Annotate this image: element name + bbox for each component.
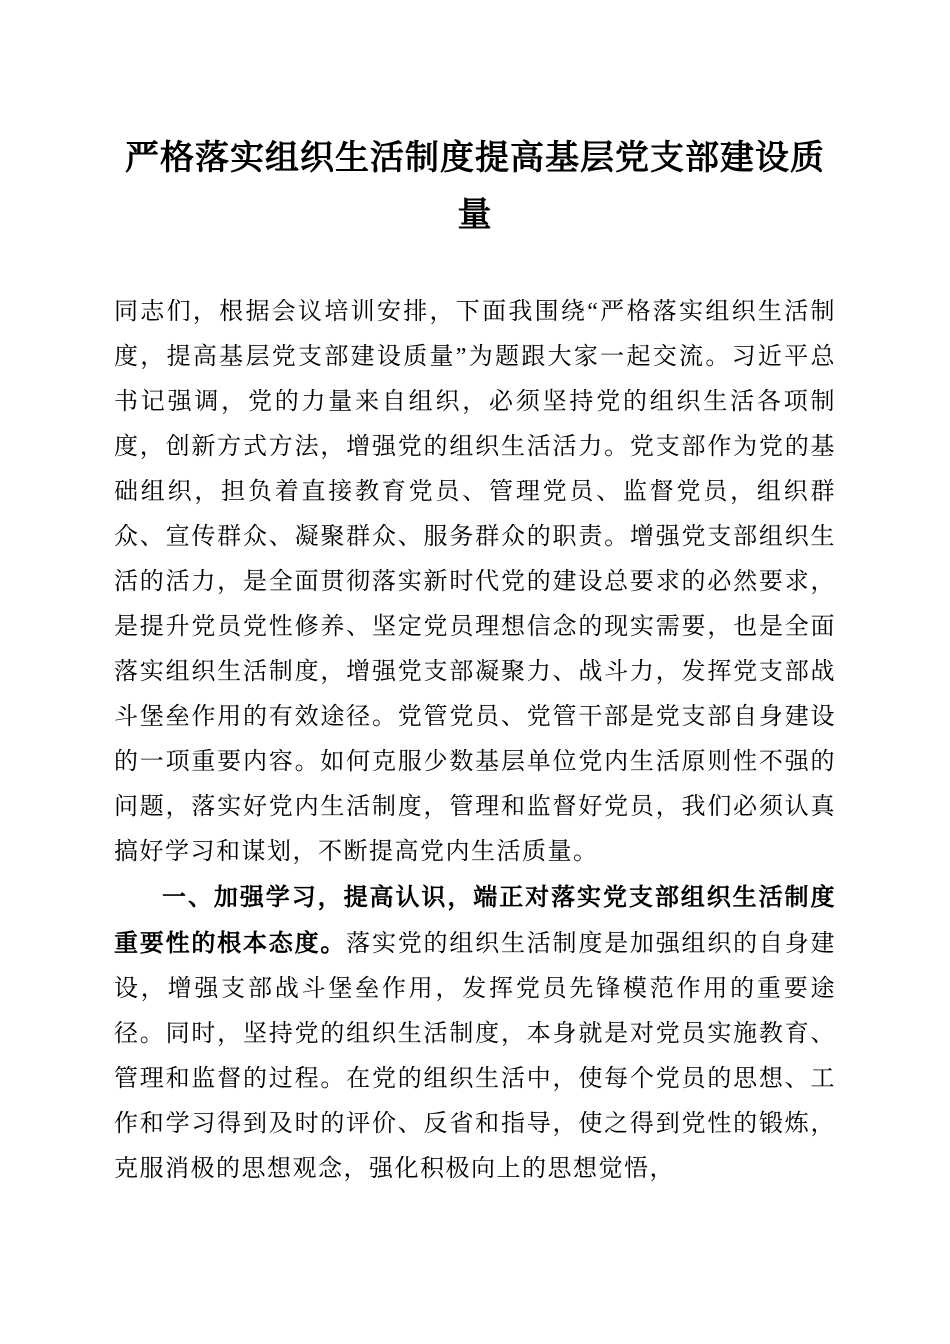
paragraph-intro: 同志们，根据会议培训安排，下面我围绕“严格落实组织生活制度，提高基层党支部建设质量”为题跟大家一起交流。习近平总书记强调，党的力量来自组织，必须坚持党的组织生活各项制度，创新方式方法，增强党的组织生活活力。党支部作为党的基础组织，担负着直接教育党员、管理党员、监督党员，组织群众、宣传群众、凝聚群众、服务群众的职责。增强党支部组织生活的活力，是全面贯彻落实新时代党的建设总要求的必然要求，是提升党员党性修养、坚定党员理想信念的现实需要，也是全面落实组织生活制度，增强党支部凝聚力、战斗力，发挥党支部战斗堡垒作用的有效途径。党管党员、党管干部是党支部自身建设的一项重要内容。如何克服少数基层单位党内生活原则性不强的问题，落实好党内生活制度，管理和监督好党员，我们必须认真搞好学习和谋划，不断提高党内生活质量。: [114, 299, 836, 865]
document-title: 严格落实组织生活制度提高基层党支部建设质量: [125, 140, 825, 234]
paragraph-section-one-body: 落实党的组织生活制度是加强组织的自身建设，增强支部战斗堡垒作用，发挥党员先锋模范作用的重要途径。同时，坚持党的组织生活制度，本身就是对党员实施教育、管理和监督的过程。在党的组织生活中，使每个党员的思想、工作和学习得到及时的评价、反省和指导，使之得到党性的锻炼，克服消极的思想观念，强化积极向上的思想觉悟，: [114, 931, 837, 1182]
paragraph-section-one-heading: 一、加强学习，提高认识，端正对落实党支部组织生活制度重要性的根本态度。: [114, 884, 836, 957]
paragraph-section-one: [114, 875, 836, 1192]
